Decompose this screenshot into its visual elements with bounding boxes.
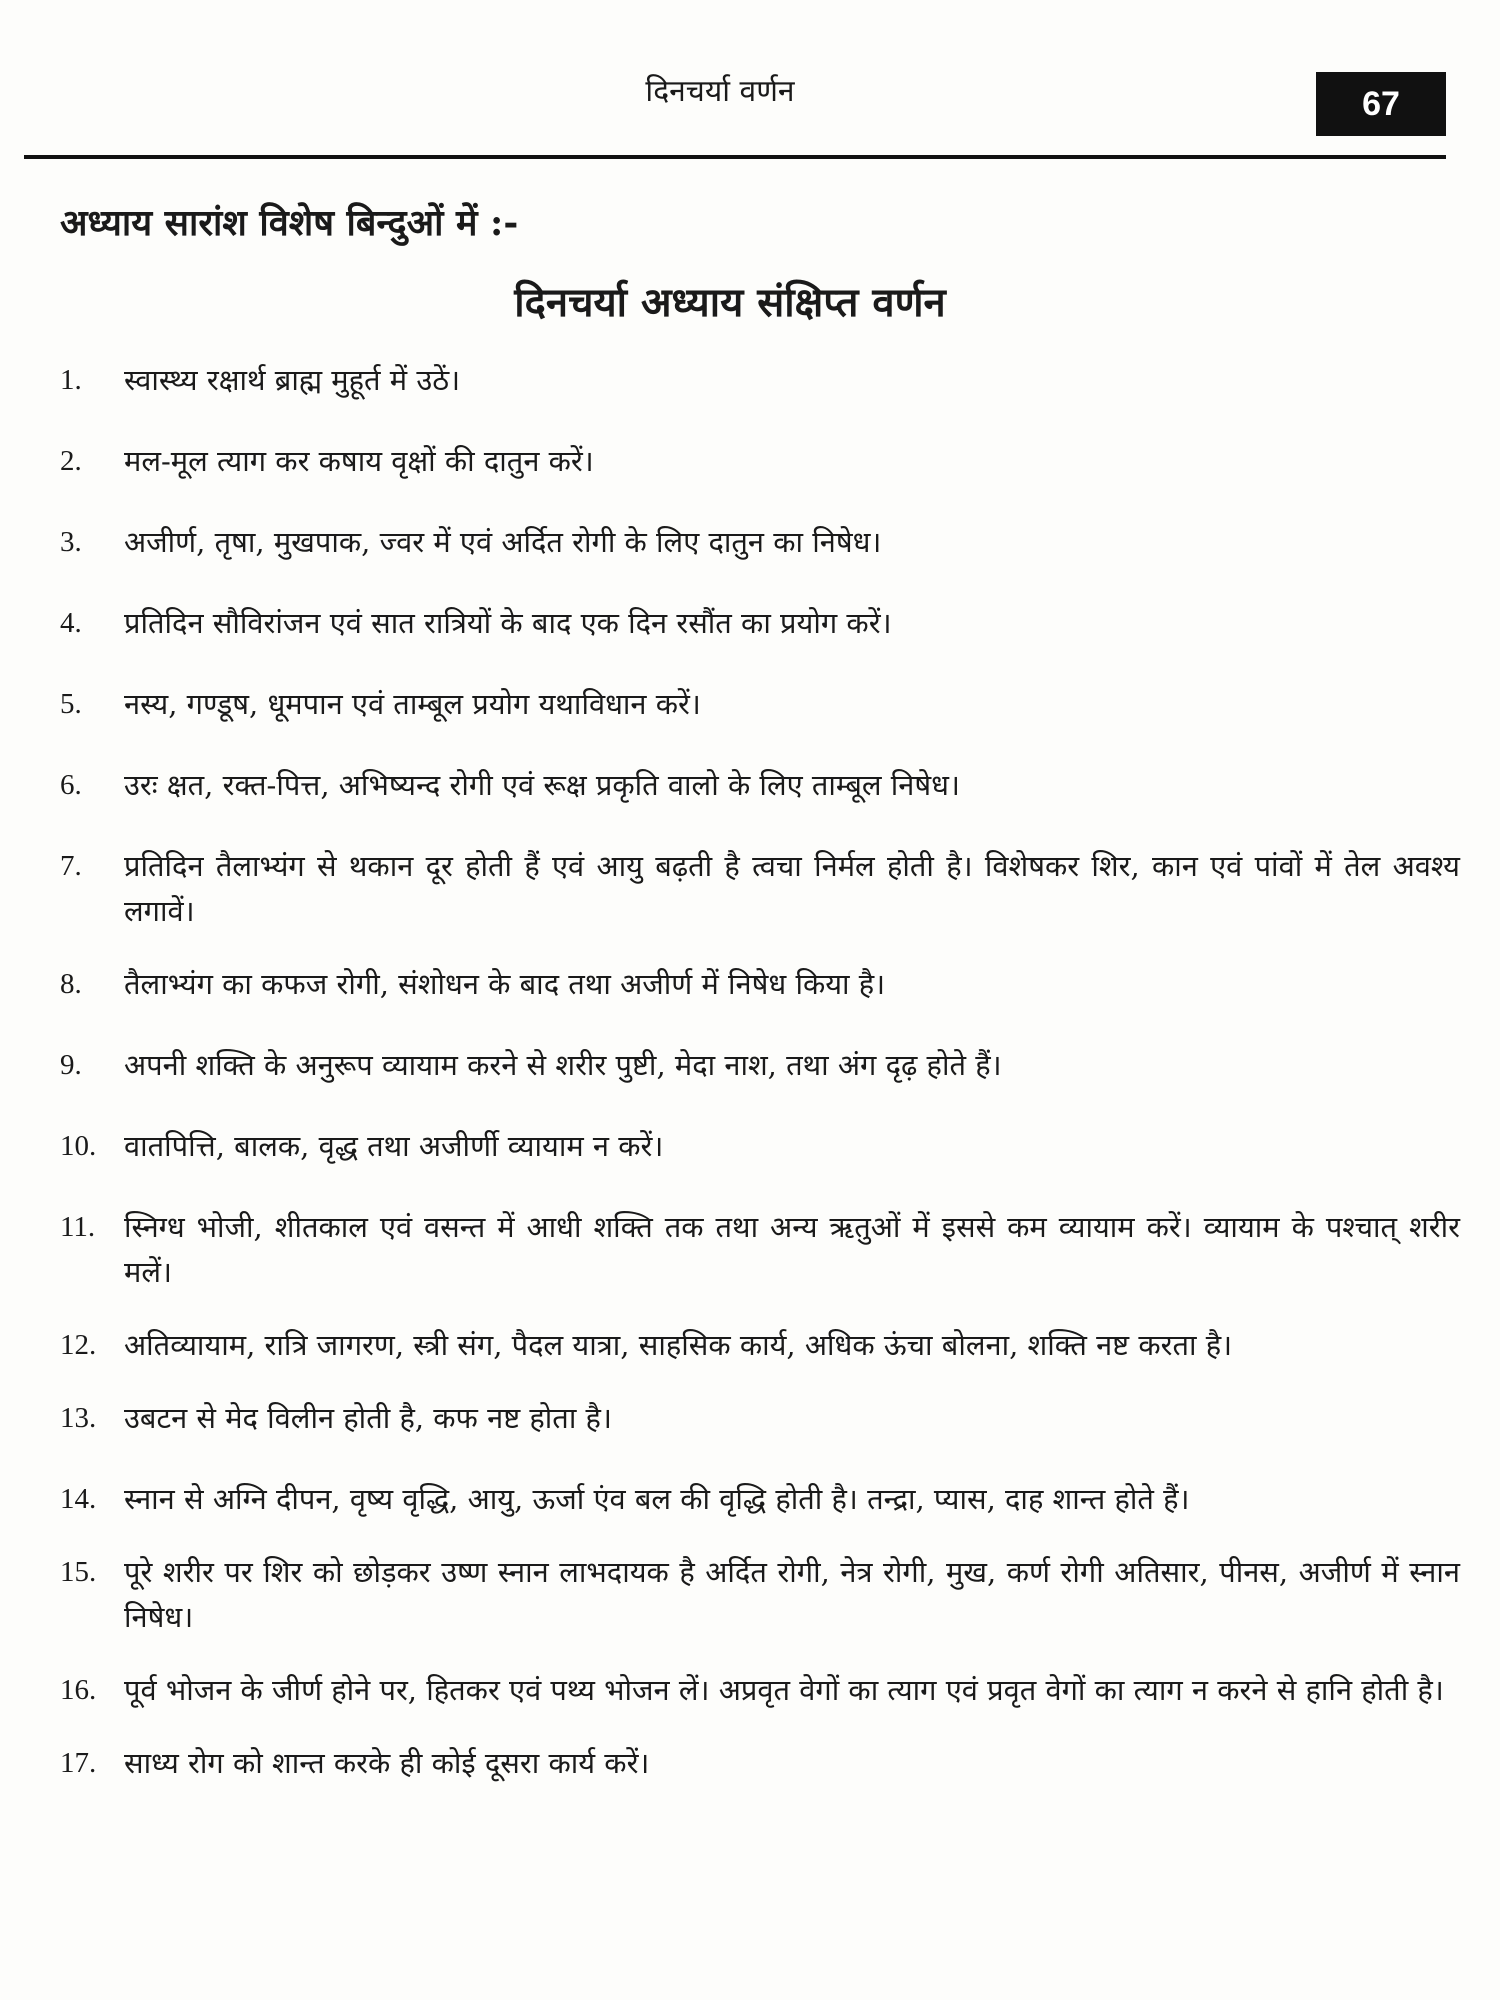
point-text: उबटन से मेद विलीन होती है, कफ नष्ट होता है। — [124, 1401, 612, 1435]
point-number: 9. — [60, 1049, 82, 1081]
point-number: 16. — [60, 1674, 97, 1706]
summary-point — [60, 1043, 1460, 1088]
point-text: अतिव्यायाम, रात्रि जागरण, स्त्री संग, पैदल यात्रा, साहसिक कार्य, अधिक ऊंचा बोलना, शक्ति नष्ट करता है। — [124, 1328, 1233, 1362]
point-number: 7. — [60, 850, 82, 882]
summary-point — [60, 439, 1460, 484]
point-text: तैलाभ्यंग का कफज रोगी, संशोधन के बाद तथा अजीर्ण में निषेध किया है। — [124, 967, 886, 1001]
point-text: पूरे शरीर पर शिर को छोड़कर उष्ण स्नान लाभदायक है अर्दित रोगी, नेत्र रोगी, मुख, कर्ण रोगी अतिसार, पीनस, अजीर्ण में स्नान निषेध। — [124, 1555, 1460, 1634]
page-header — [0, 0, 1500, 160]
summary-point — [60, 520, 1460, 565]
point-number: 8. — [60, 968, 82, 1000]
point-number: 11. — [60, 1211, 96, 1243]
summary-point — [60, 1477, 1460, 1522]
page-number: 67 — [1316, 72, 1446, 136]
summary-point — [60, 763, 1460, 808]
section-subheading: दिनचर्या अध्याय संक्षिप्त वर्णन — [514, 279, 946, 326]
summary-point — [60, 1124, 1460, 1169]
header-rule — [24, 155, 1446, 159]
point-number: 1. — [60, 364, 82, 396]
point-number: 15. — [60, 1556, 97, 1588]
summary-point — [60, 1668, 1460, 1713]
point-text: स्नान से अग्नि दीपन, वृष्य वृद्धि, आयु, ऊर्जा एंव बल की वृद्धि होती है। तन्द्रा, प्यास, दाह शान्त होते हैं। — [124, 1482, 1190, 1516]
point-text: अपनी शक्ति के अनुरूप व्यायाम करने से शरीर पुष्टी, मेदा नाश, तथा अंग दृढ़ होते हैं। — [124, 1048, 1002, 1082]
point-text: नस्य, गण्डूष, धूमपान एवं ताम्बूल प्रयोग यथाविधान करें। — [124, 687, 701, 721]
point-number: 10. — [60, 1130, 97, 1162]
point-number: 4. — [60, 607, 82, 639]
summary-point — [60, 1396, 1460, 1441]
point-number: 2. — [60, 445, 82, 477]
point-text: उरः क्षत, रक्त-पित्त, अभिष्यन्द रोगी एवं रूक्ष प्रकृति वालो के लिए ताम्बूल निषेध। — [124, 768, 960, 802]
section-heading: अध्याय सारांश विशेष बिन्दुओं में :- — [60, 202, 519, 244]
summary-point — [60, 1741, 1460, 1786]
summary-point — [60, 1323, 1460, 1368]
point-number: 3. — [60, 526, 82, 558]
point-number: 5. — [60, 688, 82, 720]
summary-point — [60, 358, 1460, 403]
point-text: अजीर्ण, तृषा, मुखपाक, ज्वर में एवं अर्दित रोगी के लिए दातुन का निषेध। — [124, 525, 882, 559]
point-text: पूर्व भोजन के जीर्ण होने पर, हितकर एवं पथ्य भोजन लें। अप्रवृत वेगों का त्याग एवं प्रवृत वेगों का त्याग न करने से हानि होती है। — [124, 1673, 1444, 1707]
point-number: 13. — [60, 1402, 97, 1434]
summary-point — [60, 1550, 1460, 1640]
point-text: प्रतिदिन सौविरांजन एवं सात रात्रियों के बाद एक दिन रसौंत का प्रयोग करें। — [124, 606, 892, 640]
point-number: 14. — [60, 1483, 97, 1515]
summary-point — [60, 682, 1460, 727]
summary-points-list — [60, 358, 1460, 1822]
point-text: साध्य रोग को शान्त करके ही कोई दूसरा कार्य करें। — [124, 1746, 650, 1780]
summary-point — [60, 1205, 1460, 1295]
running-title: दिनचर्या वर्णन — [645, 74, 795, 109]
summary-point — [60, 601, 1460, 646]
point-text: स्निग्ध भोजी, शीतकाल एवं वसन्त में आधी शक्ति तक तथा अन्य ऋतुओं में इससे कम व्यायाम करें। व्यायाम के पश्चात् शरीर मलें। — [124, 1210, 1460, 1289]
point-text: वातपित्ति, बालक, वृद्ध तथा अजीर्णी व्यायाम न करें। — [124, 1129, 664, 1163]
point-text: प्रतिदिन तैलाभ्यंग से थकान दूर होती हैं एवं आयु बढ़ती है त्वचा निर्मल होती है। विशेषकर शिर, कान एवं पांवों में तेल अवश्य लगावें। — [124, 849, 1460, 928]
point-text: मल-मूल त्याग कर कषाय वृक्षों की दातुन करें। — [124, 444, 594, 478]
summary-point — [60, 844, 1460, 934]
point-number: 17. — [60, 1747, 97, 1779]
point-number: 12. — [60, 1329, 97, 1361]
summary-point — [60, 962, 1460, 1007]
point-text: स्वास्थ्य रक्षार्थ ब्राह्म मुहूर्त में उठें। — [124, 363, 461, 397]
point-number: 6. — [60, 769, 82, 801]
